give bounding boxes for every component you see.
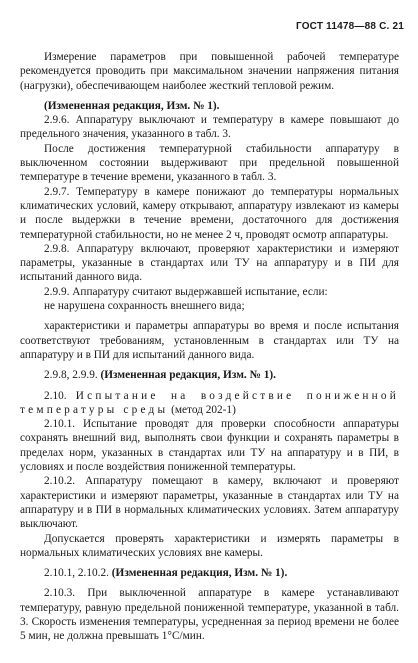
- section-number: 2.10.: [44, 389, 76, 402]
- paragraph-text: 2.10.2. Аппаратуру помещают в камеру, включают и проверяют характеристики и измеряют параметры, указанные в стандартах или ТУ на аппаратуру и в ПИ в нормальных климатических условиях. Затем аппаратуру выключают.: [20, 475, 399, 531]
- list-item: [20, 319, 399, 362]
- paragraph: [20, 50, 399, 93]
- paragraph-text: Допускается проверять характеристики и измерять параметры в нормальных климатических условиях вне камеры.: [20, 532, 399, 559]
- paragraph-text: 2.9.9. Аппаратуру считают выдержавшей испытание, если:: [44, 285, 328, 298]
- paragraph-text: 2.9.6. Аппаратуру выключают и температуру в камере повышают до предельного значения, указанного в табл. 3.: [20, 114, 399, 141]
- amendment-text: (Измененная редакция, Изм. № 1).: [44, 99, 220, 112]
- clause-2-9-8: [20, 242, 399, 285]
- list-item: [20, 299, 399, 313]
- clause-2-10-3: [20, 586, 399, 643]
- method-ref: (метод 202-1): [168, 403, 236, 416]
- clause-ref: 2.9.8, 2.9.9.: [44, 369, 101, 382]
- section-title: Испытание на воздействие пониженной температуры среды: [20, 389, 400, 416]
- paragraph-text: После достижения температурной стабильности аппаратуру в выключенном состоянии выдерживают при предельной повышенной температуре в течение времени, указанного в табл. 3.: [20, 142, 399, 184]
- paragraph-text: характеристики и параметры аппаратуры во время и после испытания соответствуют требованиям, установленным в стандартах или ТУ на аппаратуру и в ПИ для испытаний данного вида.: [20, 320, 399, 361]
- clause-2-10-2: [20, 474, 399, 531]
- amendment-note: [20, 368, 399, 382]
- paragraph-text: 2.9.8. Аппаратуру включают, проверяют характеристики и измеряют параметры, указанные в стандартах или ТУ на аппаратуру и в ПИ для испытаний данного вида.: [20, 242, 399, 284]
- clause-2-9-9: [20, 285, 399, 299]
- clause-2-9-7: [20, 185, 399, 242]
- paragraph-text: Измерение параметров при повышенной рабочей температуре рекомендуется проводить при максимальном значении напряжения питания (нагрузки), обеспечивающем наиболее жесткий тепловой режим.: [20, 51, 399, 92]
- page-header: ГОСТ 11478—88 С. 21: [295, 21, 404, 32]
- paragraph: [20, 142, 399, 185]
- clause-2-9-6: [20, 113, 399, 142]
- clause-2-10-1: [20, 417, 399, 474]
- amendment-text: (Измененная редакция, Изм. № 1).: [100, 369, 276, 382]
- amendment-text: (Измененная редакция, Изм. № 1).: [111, 567, 288, 580]
- paragraph: [20, 532, 399, 561]
- clause-ref: 2.10.1, 2.10.2.: [44, 567, 112, 580]
- paragraph-text: 2.10.3. При выключенной аппаратуре в камере устанавливают температуру, равную предельной пониженной температуре, указанной в табл. 3. Скорость изменения температуры, усредненная за период времени не более 5 мин, не должна превышать 1°С/мин.: [20, 587, 399, 643]
- paragraph-text: 2.9.7. Температуру в камере понижают до температуры нормальных климатических условий, камеру открывают, аппаратуру извлекают из камеры и после выдержки в течение времени, достаточного для достижения температурной стабильности, но не менее 2 ч, проводят осмотр аппаратуры.: [20, 185, 399, 241]
- paragraph-text: 2.10.1. Испытание проводят для проверки способности аппаратуры сохранять внешний вид, выполнять свои функции и сохранять параметры в пределах норм, указанных в стандартах или ТУ на аппаратуру и в ПИ, в условиях и после воздействия пониженной температуры.: [20, 418, 399, 474]
- amendment-note: [20, 566, 399, 580]
- document-body: [20, 50, 399, 644]
- paragraph-text: не нарушена сохранность внешнего вида;: [44, 300, 245, 313]
- amendment-note: [20, 99, 399, 113]
- section-heading-2-10: [20, 389, 399, 418]
